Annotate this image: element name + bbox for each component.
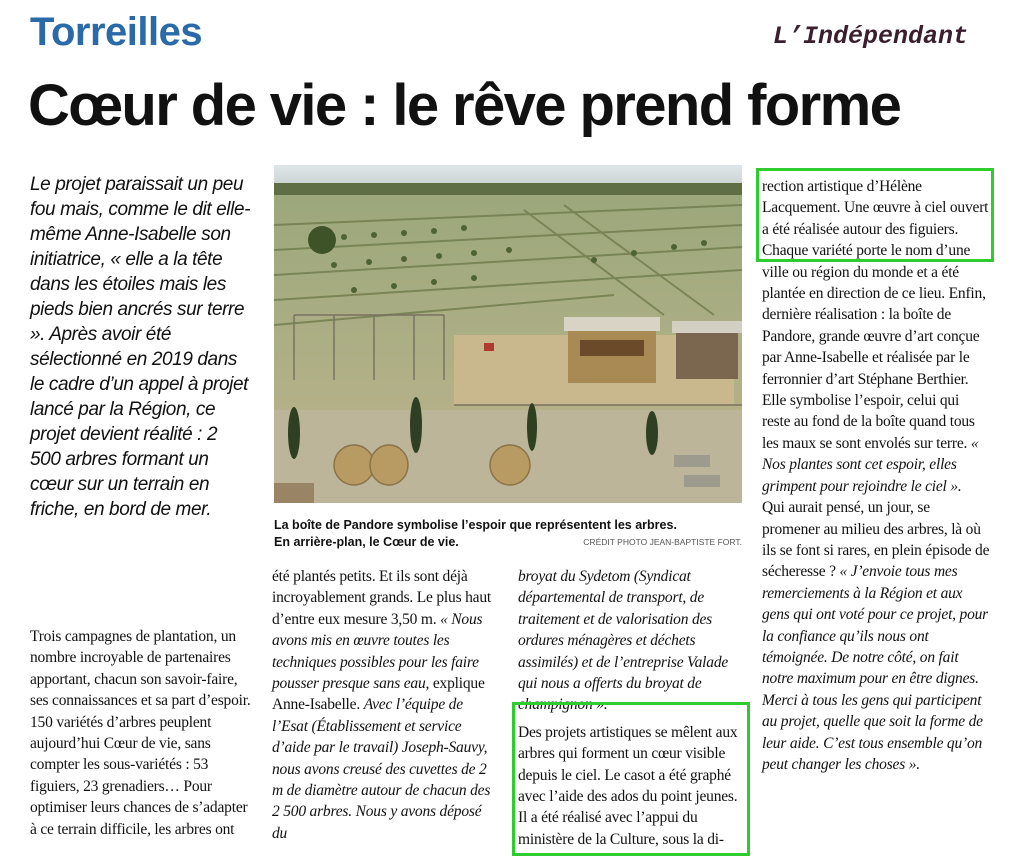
orchard-photo-illustration [274, 165, 742, 503]
caption-line-2: En arrière-plan, le Cœur de vie. [274, 535, 459, 549]
newspaper-masthead: L’Indépendant [772, 22, 968, 51]
column-4-part-c: Qui aurait pensé, un jour, se promener au milieu des arbres, là où ils se font si rares, en plein épisode de sécheresse ? [762, 499, 990, 581]
column-4-quote-2: « J’envoie tous mes remerciements à la Région et aux gens qui ont voté pour ce projet, pour la confiance qu’ils nous ont témoignée. De notre côté, on fait notre maximum pour en être dignes. Merci à tous les gens qui participent au projet, quelle que soit la forme de leur aide. C’est tous ensemble qu’on peut changer les choses ». [762, 563, 989, 773]
article-headline: Cœur de vie : le rêve prend forme [28, 73, 901, 138]
column-1-text: Trois campagnes de plantation, un nombre incroyable de partenaires apportant, chacun son savoir-faire, ses connaissances et sa part d’espoir. 150 variétés d’arbres peuplent aujourd’hui Cœur de vie, sans compter les sous-variétés : 53 figuiers, 23 grenadiers… Pour optimiser leurs chances de s’adapter à ce terrain difficile, les arbres ont [30, 628, 251, 838]
column-2-quote: « Nous avons mis en œuvre toutes les techniques possibles pour les faire pousser presque sans eau, [272, 610, 483, 693]
column-4-text [762, 176, 990, 497]
article-column-2 [272, 566, 498, 844]
article-column-3 [518, 566, 744, 850]
column-2-quote-2: Avec l’équipe de l’Esat (Établissement et service d’aide par le travail) Joseph-Sauvy, nous avons creusé des cuvettes de 2 m de diamètre autour de chacun des 2 500 arbres. Nous y avons déposé du [272, 696, 491, 842]
caption-line-1: La boîte de Pandore symbolise l’espoir que représentent les arbres. [274, 518, 677, 532]
column-4-quote: « Nos plantes sont cet espoir, elles grimpent pour rejoindre le ciel ». [762, 434, 979, 495]
article-photo [274, 165, 742, 503]
column-4-text-2 [762, 497, 990, 775]
column-2-part-a: été plantés petits. Et ils sont déjà incroyablement grands. Le plus haut d’entre eux mesure 3,50 m. [272, 568, 491, 628]
column-2-part-c: explique Anne-Isabelle. [272, 675, 485, 714]
column-3-text: Des projets artistiques se mêlent aux arbres qui forment un cœur visible depuis le ciel. Le casot a été graphé avec l’aide des ados du point jeunes. Il a été réalisé avec l’appui du ministère de la Culture, sous la di- [518, 723, 738, 848]
column-4-part-a: rection artistique d’Hélène Lacquement. Une œuvre à ciel ouvert a été réalisée autour des figuiers. Chaque variété porte le nom d’une ville ou région du monde et a été plantée en direction de ce lieu. Enfin, dernière réalisation : la boîte de Pandore, grande œuvre d’art conçue par Anne-Isabelle et réalisée par le ferronnier d’art Stéphane Berthier. Elle symbolise l’espoir, celui qui reste au fond de la boîte quand tous les maux se sont envolés sur terre. [762, 178, 989, 452]
article-column-1 [30, 626, 256, 840]
photo-credit: CRÉDIT PHOTO JEAN-BAPTISTE FORT. [583, 537, 742, 547]
section-kicker: Torreilles [30, 10, 203, 54]
column-2-text [272, 566, 498, 844]
article-column-4 [762, 176, 990, 775]
column-3-quote: broyat du Sydetom (Syndicat départemental de transport, de traitement et de valorisation des ordures ménagères et déchets assimilés) et de l’entreprise Valade qui nous a offerts du broyat de champignon ». [518, 568, 729, 714]
intro-paragraph: Le projet paraissait un peu fou mais, comme le dit elle-même Anne-Isabelle son initiatrice, « elle a la tête dans les étoiles mais les pieds bien ancrés sur terre ». Après avoir été sélectionné en 2019 dans le cadre d’un appel à projet lancé par la Région, ce projet devient réalité : 2 500 arbres formant un cœur sur un terrain en friche, en bord de mer. [30, 174, 251, 520]
